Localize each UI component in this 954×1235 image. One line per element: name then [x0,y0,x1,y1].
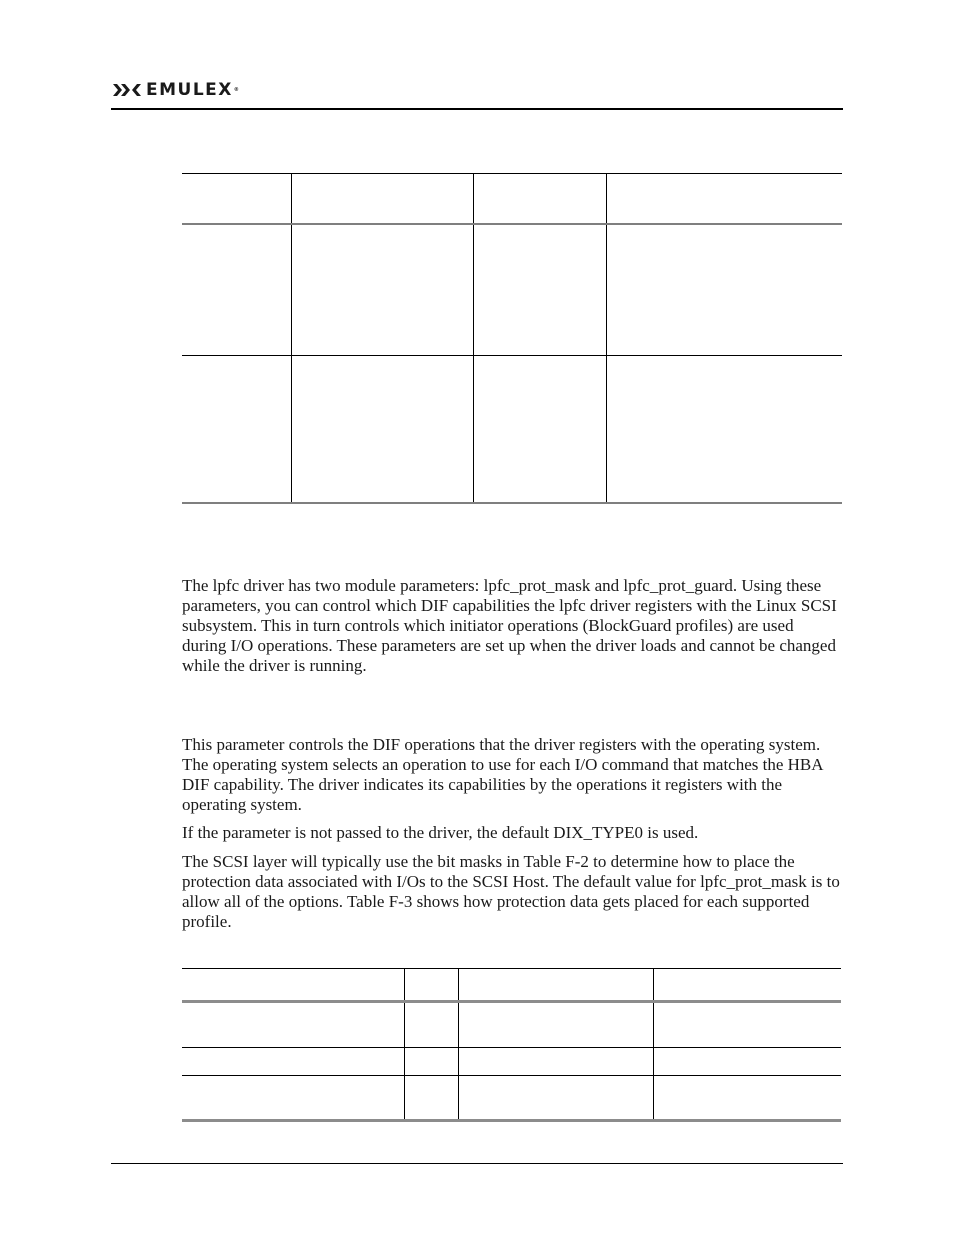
table-cell [404,1076,458,1121]
table-header-cell [404,969,458,1002]
table-header-cell [458,969,653,1002]
table-header-cell [653,969,841,1002]
table-header-cell [473,174,606,225]
table-cell [458,1002,653,1048]
table-cell [606,356,842,504]
table-row [182,1076,841,1121]
table-header-row [182,969,841,1002]
table-header-row [182,174,842,225]
table-row [182,1048,841,1076]
table-1 [182,173,842,504]
table-cell [653,1076,841,1121]
table-cell [182,1048,404,1076]
emulex-logo [112,80,240,100]
table-header-cell [291,174,473,225]
table-row [182,1002,841,1048]
table-cell [182,224,291,356]
table-cell [458,1048,653,1076]
table-header-cell [182,174,291,225]
table-cell [653,1002,841,1048]
table-cell [291,224,473,356]
table-cell [182,1076,404,1121]
table-header-cell [606,174,842,225]
emulex-mark-icon [112,80,142,100]
table-2 [182,968,841,1122]
table-cell [653,1048,841,1076]
table-row [182,356,842,504]
table-cell [473,224,606,356]
footer-rule [111,1163,843,1164]
table-cell [404,1048,458,1076]
table-cell [404,1002,458,1048]
table-header-cell [182,969,404,1002]
table-cell [182,356,291,504]
table-row [182,224,842,356]
brand-name: EMULEX® [146,80,241,100]
table-cell [182,1002,404,1048]
table-cell [291,356,473,504]
header-rule [111,108,843,110]
paragraph-prot-mask-description: This parameter controls the DIF operations that the driver registers with the operating system. The operating system selects an operation to use for each I/O command that matches the HBA DIF capability. The driver indicates its capabilities by the operations it registers with the operating system. [182,735,823,814]
table-cell [473,356,606,504]
paragraph-bit-masks: The SCSI layer will typically use the bit masks in Table F-2 to determine how to place the protection data associated with I/Os to the SCSI Host. The default value for lpfc_prot_mask is to allow all of the options. Table F-3 shows how protection data gets placed for each supported profile. [182,852,840,931]
table-cell [458,1076,653,1121]
paragraph-default-value: If the parameter is not passed to the driver, the default DIX_TYPE0 is used. [182,823,699,842]
paragraph-module-parameters: The lpfc driver has two module parameters: lpfc_prot_mask and lpfc_prot_guard. Using these parameters, you can control which DIF capabilities the lpfc driver registers with the Linux SCSI subsystem. This in turn controls which initiator operations (BlockGuard profiles) are used during I/O operations. These parameters are set up when the driver loads and cannot be changed while the driver is running. [182,576,837,675]
table-cell [606,224,842,356]
trademark-symbol: ® [233,87,241,93]
